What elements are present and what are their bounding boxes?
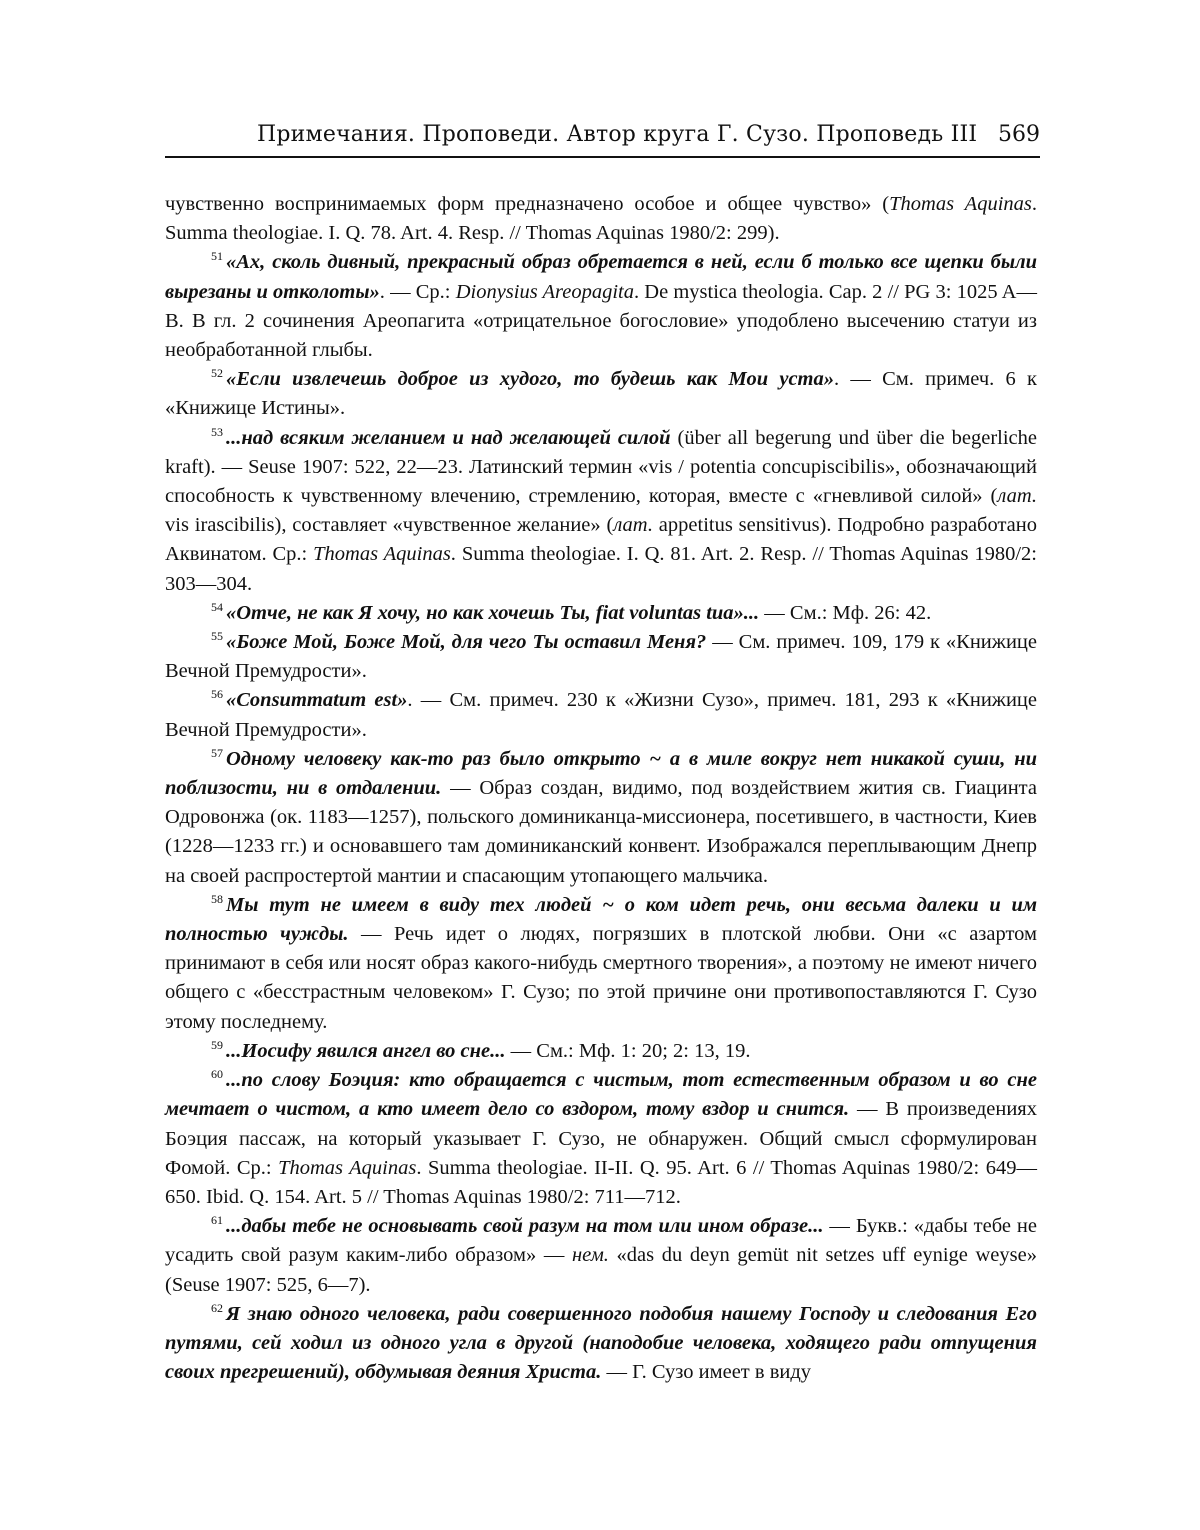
endnote-60: [165, 1066, 1037, 1212]
endnote-text: . — См. примеч. 6 к «Книжице Истины».: [165, 368, 1037, 419]
endnote-text: . Summa theologiae. I. Q. 78. Art. 4. Resp. // Thomas Aquinas 1980/2: 299).: [165, 193, 1037, 244]
endnote-italic-text: Thomas Aquinas: [889, 193, 1032, 215]
endnote-italic-text: нем.: [572, 1244, 609, 1266]
endnote-lemma: ...по слову Боэция: кто обращается с чистым, тот естественным образом и во сне мечтает о чистом, а кто имеет дело со вздором, тому вздор и снится.: [165, 1069, 1037, 1120]
endnote-lemma: «Отче, не как Я хочу, но как хочешь Ты, fiat voluntas tua»...: [226, 602, 759, 624]
endnote-51: [165, 248, 1037, 365]
running-header-title: Примечания. Проповеди. Автор круга Г. Сузо. Проповедь III: [257, 122, 977, 147]
endnote-lemma: Одному человеку как-то раз было открыто ~ а в миле вокруг нет никакой суши, ни поблизости, ни в отдалении.: [165, 748, 1037, 799]
endnote-continuation: [165, 190, 1037, 248]
endnote-62: [165, 1300, 1037, 1388]
endnote-number: 62: [211, 1301, 223, 1315]
endnote-54: [165, 599, 1037, 628]
endnote-text: . — Ср.:: [380, 281, 456, 303]
endnote-number: 61: [211, 1213, 223, 1227]
endnote-italic-text: лат.: [997, 485, 1037, 507]
endnote-italic-text: Thomas Aquinas: [278, 1157, 416, 1179]
endnote-text: . — См. примеч. 230 к «Жизни Сузо», примеч. 181, 293 к «Книжице Вечной Премудрости».: [165, 689, 1037, 740]
endnote-text: . Summa theologiae. II-II. Q. 95. Art. 6 // Thomas Aquinas 1980/2: 649—650. Ibid. Q. 154. Art. 5 // Thomas Aquinas 1980/2: 711—712.: [165, 1157, 1037, 1208]
endnote-61: [165, 1212, 1037, 1300]
endnote-lemma: ...над всяким желанием и над желающей силой: [226, 427, 671, 449]
endnote-text: . De mystica theologia. Cap. 2 // PG 3: 1025 A—B. В гл. 2 сочинения Ареопагита «отрицательное богословие» уподоблено высечению статуи из необработанной глыбы.: [165, 281, 1037, 361]
endnote-text: — Г. Сузо имеет в виду: [601, 1361, 811, 1383]
endnote-italic-text: Dionysius Areopagita: [456, 281, 634, 303]
endnote-number: 54: [211, 600, 223, 614]
endnote-number: 58: [211, 892, 223, 906]
endnote-text: чувственно воспринимаемых форм предназначено особое и общее чувство» (: [165, 193, 889, 215]
endnote-52: [165, 365, 1037, 423]
endnote-text: «das du deyn gemüt nit setzes uff eynige weyse» (Seuse 1907: 525, 6—7).: [165, 1244, 1037, 1295]
endnote-lemma: «Ах, сколь дивный, прекрасный образ обретается в ней, если б только все щепки были вырезаны и отколоты»: [165, 251, 1037, 302]
endnote-number: 60: [211, 1067, 223, 1081]
endnote-lemma: «Если извлечешь доброе из худого, то будешь как Мои уста»: [226, 368, 834, 390]
endnote-58: [165, 891, 1037, 1037]
endnote-lemma: «Consummatum est»: [226, 689, 407, 711]
book-page: [0, 0, 1200, 1530]
endnote-text: vis irascibilis), составляет «чувственное желание» (: [165, 514, 613, 536]
endnote-lemma: «Боже Мой, Боже Мой, для чего Ты оставил Меня?: [226, 631, 706, 653]
endnote-number: 53: [211, 425, 223, 439]
endnote-text: appetitus sensitivus). Подробно разработано Аквинатом. Ср.:: [165, 514, 1037, 565]
endnote-number: 56: [211, 687, 223, 701]
endnote-number: 52: [211, 366, 223, 380]
endnote-57: [165, 745, 1037, 891]
page-number: 569: [998, 122, 1040, 147]
endnote-55: [165, 628, 1037, 686]
endnote-56: [165, 686, 1037, 744]
endnote-text: — Букв.: «дабы тебе не усадить свой разум каким-либо образом» —: [165, 1215, 1037, 1266]
endnote-lemma: ...Иосифу явился ангел во сне...: [226, 1040, 506, 1062]
running-header: [165, 118, 1040, 158]
endnote-lemma: ...дабы тебе не основывать свой разум на том или ином образе...: [226, 1215, 823, 1237]
endnote-text: . Summa theologiae. I. Q. 81. Art. 2. Resp. // Thomas Aquinas 1980/2: 303—304.: [165, 543, 1037, 594]
endnote-text: (über all begerung und über die begerliche kraft). — Seuse 1907: 522, 22—23. Латинский термин «vis / potentia concupiscibilis», обозначающий способность к чувственному влечению, стремлению, которая, вместе с «гневливой силой» (: [165, 427, 1037, 507]
endnote-53: [165, 424, 1037, 599]
endnote-number: 55: [211, 629, 223, 643]
endnote-text: — См. примеч. 109, 179 к «Книжице Вечной Премудрости».: [165, 631, 1037, 682]
endnote-59: [165, 1037, 1037, 1066]
endnote-lemma: Мы тут не имеем в виду тех людей ~ о ком идет речь, они весьма далеки и им полностью чужды.: [165, 894, 1037, 945]
endnote-italic-text: Thomas Aquinas: [313, 543, 451, 565]
endnote-text: — Речь идет о людях, погрязших в плотской любви. Они «с азартом принимают в себя или носят образ какого-нибудь смертного творения», а поэтому не имеют ничего общего с «бесстрастным человеком» Г. Сузо; по этой причине они противопоставляются Г. Сузо этому последнему.: [165, 923, 1037, 1033]
endnote-italic-text: лат.: [613, 514, 653, 536]
endnotes-body: [165, 190, 1037, 1387]
endnote-text: — В произведениях Боэция пассаж, на который указывает Г. Сузо, не обнаружен. Общий смысл сформулирован Фомой. Ср.:: [165, 1098, 1037, 1178]
endnote-text: — См.: Мф. 26: 42.: [759, 602, 931, 624]
endnote-number: 51: [211, 249, 223, 263]
endnote-text: — См.: Мф. 1: 20; 2: 13, 19.: [506, 1040, 751, 1062]
endnote-number: 57: [211, 746, 223, 760]
endnote-number: 59: [211, 1038, 223, 1052]
endnote-text: — Образ создан, видимо, под воздействием жития св. Гиацинта Одровонжа (ок. 1183—1257), польского доминиканца-миссионера, посетившего, в частности, Киев (1228—1233 гг.) и основавшего там доминиканский конвент. Изображался переплывающим Днепр на своей распростертой мантии и спасающим утопающего мальчика.: [165, 777, 1037, 887]
endnote-lemma: Я знаю одного человека, ради совершенного подобия нашему Господу и следования Его путями, сей ходил из одного угла в другой (наподобие человека, ходящего ради отпущения своих прегрешений), обдумывая деяния Христа.: [165, 1303, 1037, 1383]
